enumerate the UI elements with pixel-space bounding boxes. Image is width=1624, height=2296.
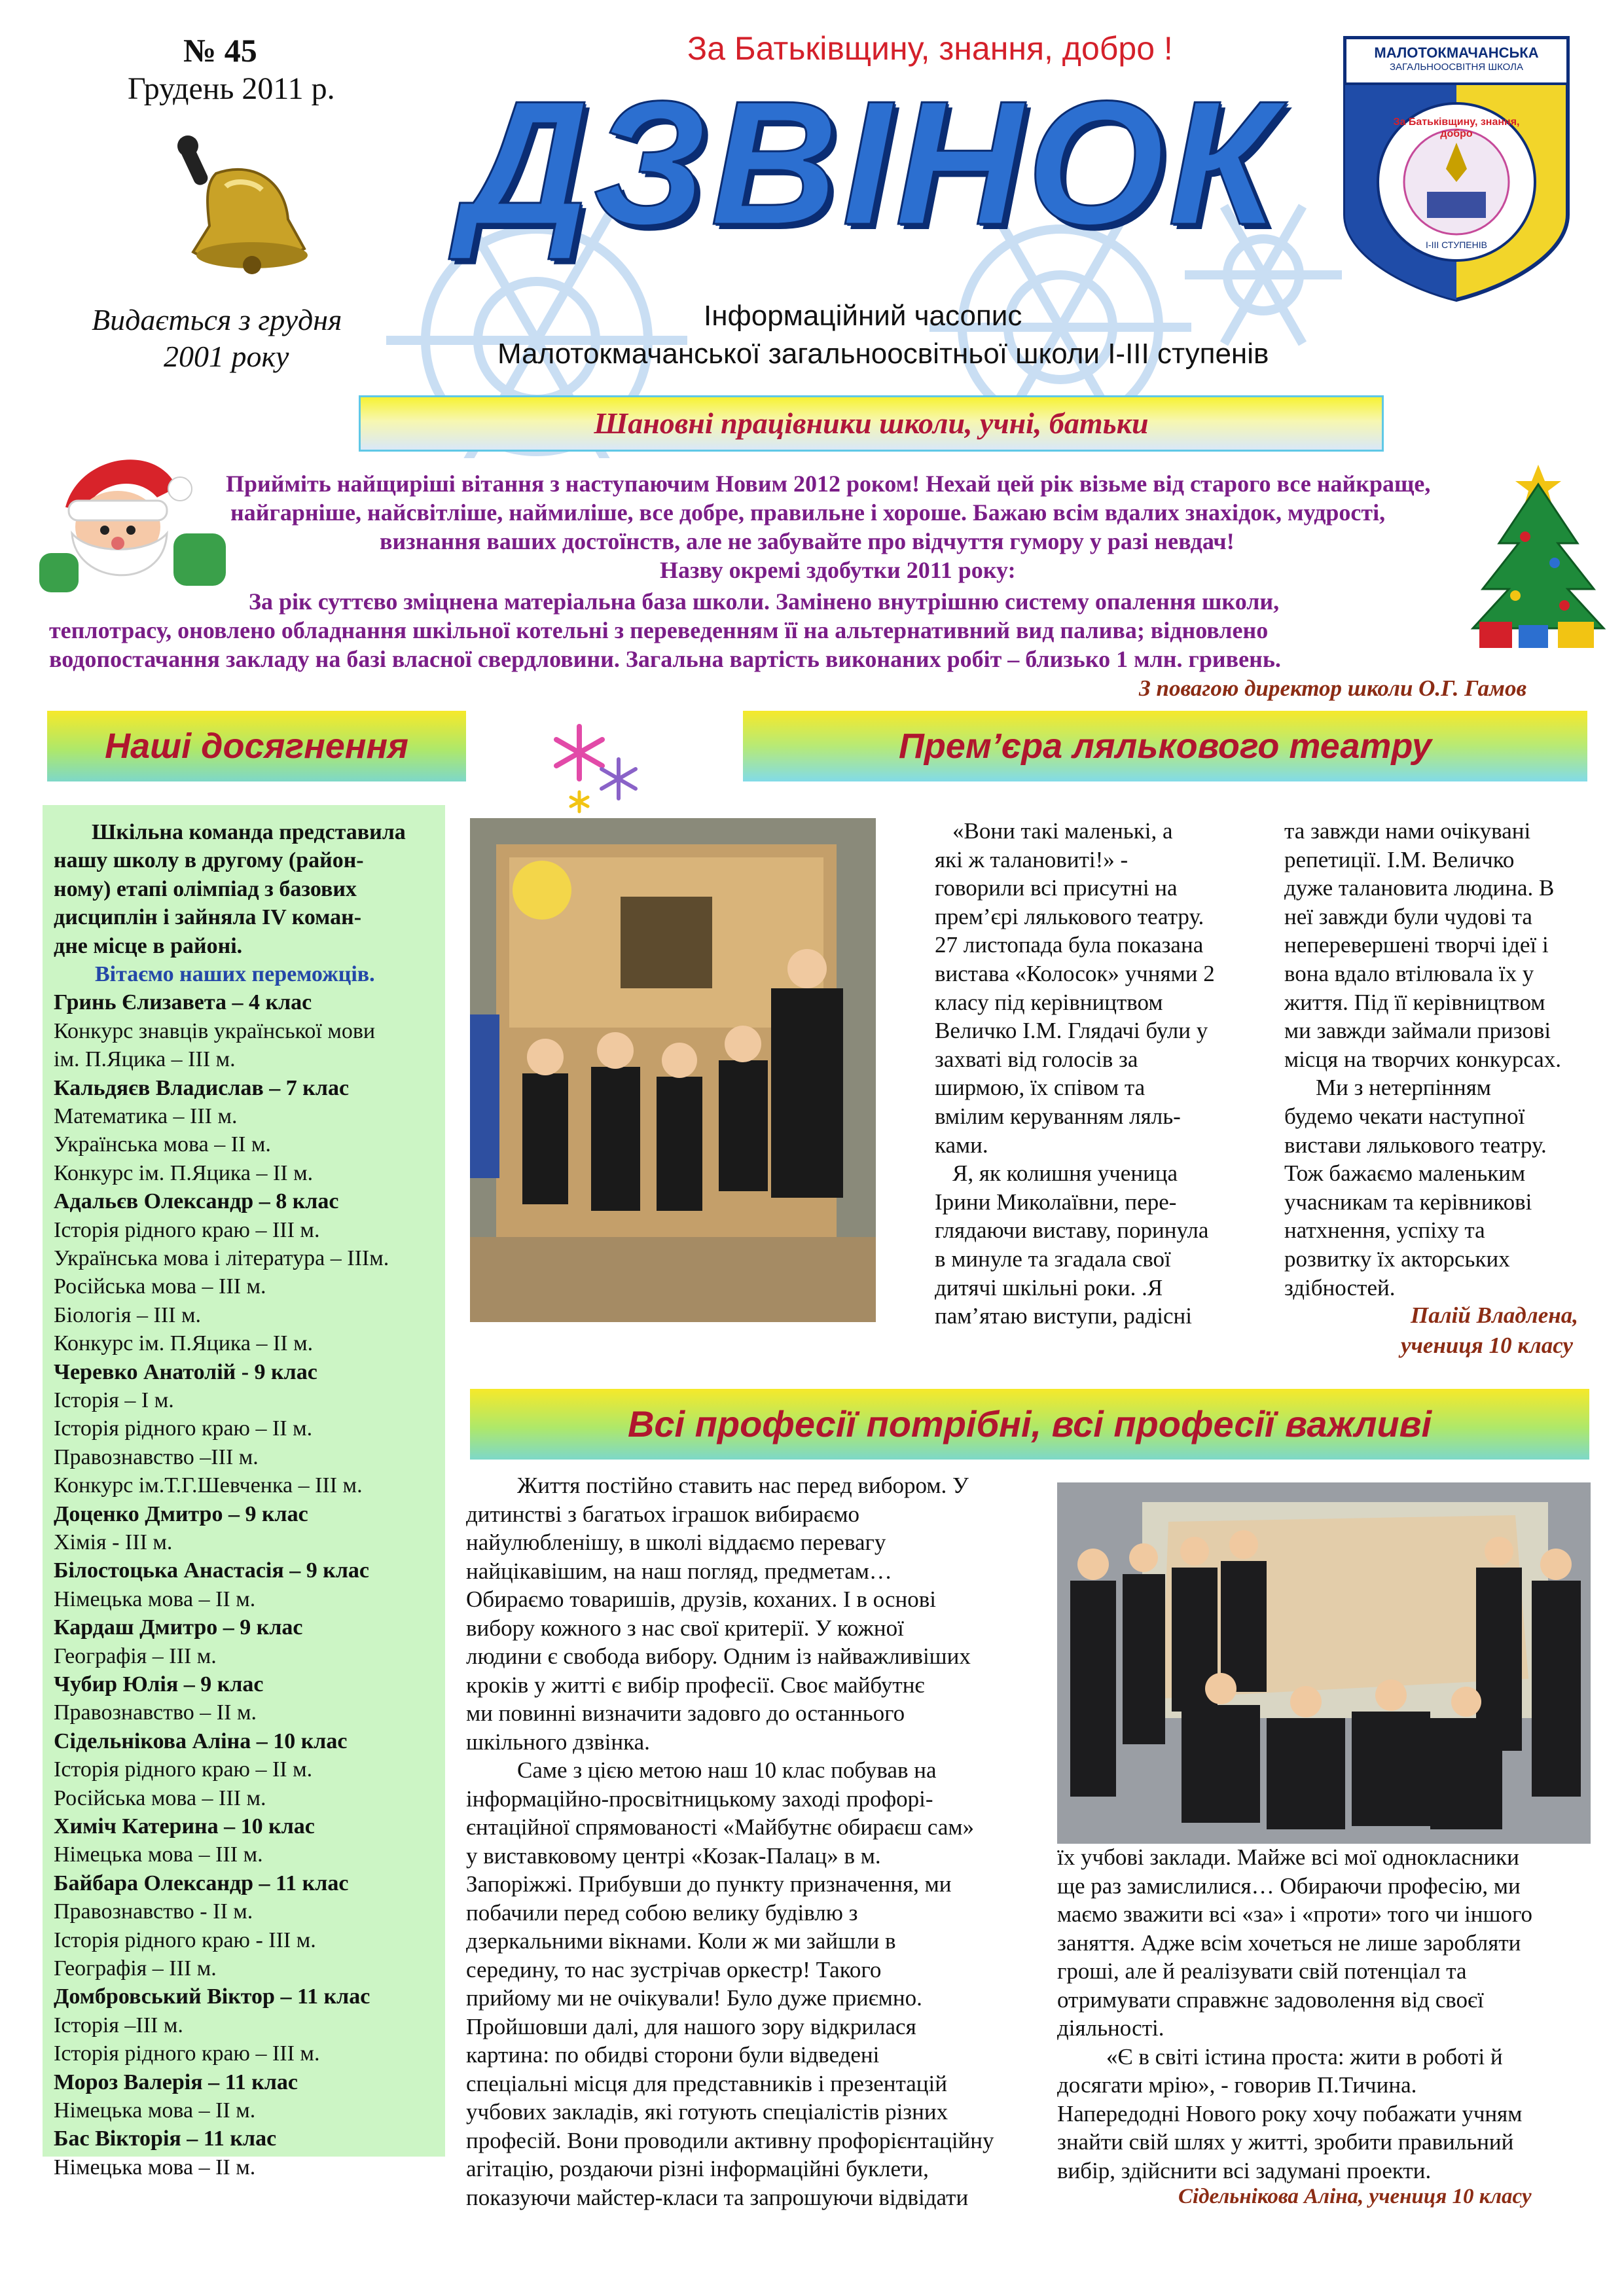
professions-text-line: шкільного дзвінка. — [466, 1729, 650, 1755]
professions-text-line: середину, то нас зустрічав оркестр! Такого — [466, 1956, 882, 1982]
theatre-text-line: глядаючи виставу, поринула — [935, 1217, 1209, 1244]
winner-result: Хімія - ІІІ м. — [54, 1530, 173, 1554]
issue-number: № 45 — [183, 32, 257, 69]
professions-photo — [1057, 1482, 1591, 1844]
professions-text-line: єнтаційної спрямованості «Майбутнє обираєш сам» — [466, 1814, 975, 1840]
theatre-text-line: Ірини Миколаївни, пере- — [935, 1189, 1177, 1215]
theatre-signature-role: учениця 10 класу — [1401, 1333, 1574, 1358]
winner-name: Домбровський Віктор – 11 клас — [54, 1984, 370, 2009]
greeting-banner: Шановні працівники школи, учні, батьки — [359, 395, 1384, 452]
theatre-text-line: які ж талановиті!» - — [935, 846, 1128, 872]
theatre-text-line: ками. — [935, 1132, 988, 1158]
professions-text-line: учбових закладів, які готують спеціалістів різних — [466, 2099, 948, 2125]
professions-text-line: інформаційно-просвітницькому заході профорі- — [466, 1785, 933, 1812]
professions-text-line: прийому ми не очікували! Було дуже приємно. — [466, 1985, 922, 2011]
winner-result: Німецька мова – ІІ м. — [54, 2098, 256, 2123]
winner-result: Конкурс ім. П.Яцика – ІІ м. — [54, 1331, 314, 1356]
winner-result: Біологія – ІІІ м. — [54, 1302, 202, 1327]
achievements-intro-line: ному) етапі олімпіад з базових — [54, 876, 357, 901]
theatre-text-line: неперевершені творчі ідеї і — [1284, 932, 1549, 958]
motto: За Батьківщину, знання, добро ! — [687, 30, 1173, 67]
winner-result: Історія рідного краю – ІІ м. — [54, 1757, 313, 1782]
winner-result: Правознавство –ІІІ м. — [54, 1444, 259, 1469]
professions-text-line: «Є в світі істина проста: жити в роботі й — [1106, 2043, 1503, 2070]
since-line-2: 2001 року — [164, 340, 289, 373]
greeting-line-6: теплотрасу, оновлено обладнання шкільної котельні з переведенням її на альтернативний вид палива; відновлено — [49, 617, 1269, 643]
achievements-intro-line: нашу школу в другому (район- — [54, 848, 364, 873]
professions-text-line: Обираємо товаришів, друзів, коханих. І в основі — [466, 1587, 937, 1612]
professions-text-line: вибір, здійснити всі задумані проекти. — [1057, 2157, 1432, 2183]
winner-name: Мороз Валерія – 11 клас — [54, 2070, 298, 2094]
theatre-text-line: будемо чекати наступної — [1284, 1103, 1525, 1129]
achievements-intro-line: дисциплін і зайняла IV коман- — [54, 905, 362, 930]
winner-result: Російська мова – ІІІ м. — [54, 1274, 266, 1299]
theatre-text-line: вистава «Колосок» учнями 2 — [935, 961, 1215, 986]
theatre-text-line: захваті від голосів за — [935, 1046, 1138, 1072]
winner-result: Російська мова – ІІІ м. — [54, 1785, 266, 1810]
theatre-text-line: в минуле та згадала свої — [935, 1246, 1171, 1272]
professions-text-line: Напередодні Нового року хочу побажати учням — [1057, 2100, 1523, 2126]
winner-result: Українська мова і література – ІІІм. — [54, 1246, 389, 1270]
bell-icon — [154, 134, 317, 281]
winner-result: Українська мова – ІІ м. — [54, 1132, 271, 1157]
winner-name: Адальєв Олександр – 8 клас — [54, 1189, 339, 1214]
winner-name: Доценко Дмитро – 9 клас — [54, 1501, 308, 1526]
theatre-banner: Прем’єра лялькового театру — [743, 711, 1587, 781]
achievements-intro-line: дне місце в районі. — [54, 933, 243, 958]
professions-text-line: Саме з цією метою наш 10 клас побував на — [517, 1757, 937, 1783]
issue-date: Грудень 2011 р. — [128, 71, 335, 106]
professions-text-line: кроків у житті є вибір професії. Своє майбутнє — [466, 1672, 925, 1698]
professions-text-line: Запоріжжі. Прибувши до пункту призначення, ми — [466, 1871, 952, 1897]
theatre-text-line: життя. Під її керівництвом — [1284, 989, 1545, 1015]
professions-text-line: знайти свій шлях у житті, зробити правильний — [1057, 2129, 1514, 2155]
professions-text-line: отримувати справжнє задоволення від своєї — [1057, 1986, 1484, 2013]
theatre-text-line: дитячі шкільні роки. .Я — [935, 1274, 1163, 1300]
winner-result: Конкурс ім. П.Яцика – ІІ м. — [54, 1160, 314, 1185]
professions-text-line: Пройшовши далі, для нашого зору відкрилася — [466, 2013, 916, 2039]
professions-signature: Сідельнікова Аліна, учениця 10 класу — [1178, 2185, 1532, 2208]
theatre-text-line: місця на творчих конкурсах. — [1284, 1046, 1562, 1072]
professions-text-line: їх учбові заклади. Майже всі мої однокласники — [1057, 1844, 1519, 1870]
professions-text-line: заняття. Адже всім хочеться не лише заробляти — [1057, 1929, 1521, 1956]
professions-text-line: найцікавішим, на наш погляд, предметам… — [466, 1558, 892, 1584]
theatre-text-line: вмілим керуванням ляль- — [935, 1103, 1181, 1129]
theatre-text-line: «Вони такі маленькі, а — [952, 818, 1173, 844]
emblem-title: МАЛОТОКМАЧАНСЬКА — [1374, 45, 1539, 61]
winner-name: Гринь Єлизавета – 4 клас — [54, 990, 312, 1015]
greeting-line-4: Назву окремі здобутки 2011 року: — [660, 557, 1016, 583]
winner-result: Правознавство - ІІ м. — [54, 1899, 253, 1924]
theatre-text-line: 27 листопада була показана — [935, 932, 1204, 958]
theatre-text-line: неї завжди були чудові та — [1284, 903, 1532, 929]
winner-result: Історія –ІІІ м. — [54, 2013, 183, 2037]
winner-name: Чубир Юлія – 9 клас — [54, 1672, 264, 1696]
theatre-text-line: Величко І.М. Глядачі були у — [935, 1018, 1208, 1044]
theatre-text-line: учасникам та керівникові — [1284, 1189, 1532, 1215]
winner-result: Історія – І м. — [54, 1388, 174, 1412]
professions-text-line: Життя постійно ставить нас перед вибором. У — [517, 1473, 969, 1498]
winner-name: Байбара Олександр – 11 клас — [54, 1871, 349, 1895]
professions-text-line: діяльності. — [1057, 2015, 1164, 2041]
winner-result: Конкурс ім.Т.Г.Шевченка – ІІІ м. — [54, 1473, 363, 1498]
greeting-line-2: найгарніше, найсвітліше, наймиліше, все добре, правильне і хороше. Бажаю всім вдалих знахідок, мудрості, — [230, 499, 1386, 526]
emblem-subtitle: ЗАГАЛЬНООСВІТНЯ ШКОЛА — [1389, 62, 1524, 73]
theatre-text-line: Я, як колишня ученица — [952, 1160, 1178, 1187]
professions-text-line: найулюбленішу, в школі віддаємо перевагу — [466, 1530, 886, 1555]
achievements-congrats: Вітаємо наших переможців. — [95, 962, 375, 986]
theatre-text-line: вистави лялькового театру. — [1284, 1132, 1547, 1158]
greeting-line-3: визнання ваших достоїнств, але не забувайте про відчуття гумору у разі невдач! — [380, 528, 1235, 554]
theatre-text-line: та завжди нами очікувані — [1284, 818, 1531, 844]
santa-icon — [39, 435, 236, 599]
professions-text-line: маємо зважити всі «за» і «проти» того чи іншого — [1057, 1901, 1532, 1927]
theatre-text-line: говорили всі присутні на — [935, 875, 1178, 901]
winner-result: Німецька мова – ІІ м. — [54, 2155, 256, 2179]
winner-result: Історія рідного краю – ІІІ м. — [54, 2041, 320, 2066]
theatre-text-line: Тож бажаємо маленьким — [1284, 1160, 1526, 1187]
winner-result: Історія рідного краю – ІІІ м. — [54, 1217, 320, 1242]
winner-result: Географія – ІІІ м. — [54, 1643, 217, 1668]
theatre-text-line: розвитку їх акторських — [1284, 1246, 1510, 1272]
winner-result: Географія – ІІІ м. — [54, 1956, 217, 1981]
professions-text-line: картина: по обидві сторони були відведені — [466, 2042, 880, 2068]
theatre-photo — [470, 818, 876, 1322]
theatre-text-line: Ми з нетерпінням — [1316, 1075, 1491, 1101]
winner-result: Німецька мова – ІІІ м. — [54, 1842, 263, 1867]
winner-name: Сідельнікова Аліна – 10 клас — [54, 1729, 348, 1753]
emblem-motto: За Батьківщину, знання, добро — [1393, 117, 1520, 139]
theatre-text-line: ширмою, їх співом та — [935, 1075, 1146, 1101]
professions-text-line: дитинстві з багатьох іграшок вибираємо — [466, 1501, 859, 1527]
masthead-title: ДЗВІНОК — [461, 65, 1281, 262]
winner-result: Історія рідного краю – ІІ м. — [54, 1416, 313, 1441]
professions-text-line: у виставковому центрі «Козак-Палац» в м. — [466, 1842, 881, 1869]
professions-text-line: дзеркальними вікнами. Коли ж ми зайшли в — [466, 1928, 896, 1954]
professions-text-line: спеціальні місця для представників і презентацій — [466, 2070, 947, 2096]
professions-text-line: досягати мрію», - говорив П.Тичина. — [1057, 2072, 1417, 2098]
winner-name: Білостоцька Анастасія – 9 клас — [54, 1558, 370, 1583]
theatre-text-line: класу під керівництвом — [935, 989, 1163, 1015]
winner-result: Історія рідного краю - ІІІ м. — [54, 1928, 316, 1952]
info-line-2: Малотокмачанської загальноосвітньої школи І-ІІІ ступенів — [497, 338, 1269, 370]
professions-text-line: професій. Вони проводили активну профорієнтаційну — [466, 2127, 994, 2153]
professions-text-line: ми повинні визначити задовго до останнього — [466, 1700, 905, 1726]
professions-banner: Всі професії потрібні, всі професії важливі — [470, 1389, 1589, 1460]
greeting-line-5: За рік суттєво зміцнена матеріальна база школи. Замінено внутрішню систему опалення школи, — [249, 588, 1280, 615]
greeting-line-7: водопостачання закладу на базі власної свердловини. Загальна вартість виконаних робіт – близько 1 млн. гривень. — [49, 646, 1281, 672]
greeting-signature: З повагою директор школи О.Г. Гамов — [1139, 675, 1527, 701]
since-line-1: Видається з грудня — [92, 303, 342, 336]
theatre-signature-name: Палій Владлена, — [1411, 1302, 1578, 1328]
snowflake-icon — [540, 713, 645, 818]
theatre-text-line: пам’ятаю виступи, радісні — [935, 1303, 1192, 1329]
emblem-subtitle-2: І-ІІІ СТУПЕНІВ — [1426, 240, 1487, 250]
theatre-text-line: здібностей. — [1284, 1274, 1396, 1300]
winner-result: Німецька мова – ІІ м. — [54, 1587, 256, 1611]
greeting-line-1: Прийміть найщиріші вітання з наступаючим Новим 2012 роком! Нехай цей рік візьме від старого все найкраще, — [226, 471, 1431, 497]
winner-result: Математика – ІІІ м. — [54, 1104, 238, 1128]
theatre-text-line: дуже талановита людина. В — [1284, 875, 1555, 901]
theatre-text-line: вона вдало втілювала їх у — [1284, 961, 1534, 986]
info-line-1: Інформаційний часопис — [704, 300, 1022, 332]
professions-text-line: гроші, але й реалізувати свій потенціал та — [1057, 1958, 1467, 1984]
winner-name: Кальдяєв Владислав – 7 клас — [54, 1075, 350, 1100]
winner-name: Черевко Анатолій - 9 клас — [54, 1359, 317, 1384]
professions-text-line: людини є свобода вибору. Одним із найважливіших — [466, 1643, 971, 1669]
winner-name: Бас Вікторія – 11 клас — [54, 2126, 277, 2151]
professions-text-line: агітацію, роздаючи різні інформаційні буклети, — [466, 2156, 929, 2181]
winner-result: Правознавство – ІІ м. — [54, 1700, 257, 1725]
professions-text-line: вибору кожного з нас свої критерії. У кожної — [466, 1615, 904, 1641]
professions-text-line: показуючи майстер-класи та запрошуючи відвідати — [466, 2184, 969, 2210]
christmas-tree-icon — [1460, 458, 1617, 655]
achievements-banner: Наші досягнення — [47, 711, 466, 781]
school-emblem — [1339, 31, 1574, 306]
winner-name: Кардаш Дмитро – 9 клас — [54, 1615, 303, 1640]
theatre-text-line: ми завжди займали призові — [1284, 1018, 1551, 1044]
theatre-text-line: репетиції. І.М. Величко — [1284, 846, 1515, 872]
theatre-text-line: прем’єрі лялькового театру. — [935, 903, 1204, 929]
professions-text-line: побачили перед собою велику будівлю з — [466, 1899, 858, 1926]
winner-result: ім. П.Яцика – ІІІ м. — [54, 1047, 236, 1072]
winner-name: Химіч Катерина – 10 клас — [54, 1814, 315, 1839]
theatre-text-line: натхнення, успіху та — [1284, 1217, 1485, 1244]
professions-text-line: ще раз замислилися… Обираючи професію, ми — [1057, 1873, 1521, 1899]
achievements-intro-line: Шкільна команда представила — [92, 820, 406, 844]
winner-result: Конкурс знавців української мови — [54, 1018, 376, 1043]
